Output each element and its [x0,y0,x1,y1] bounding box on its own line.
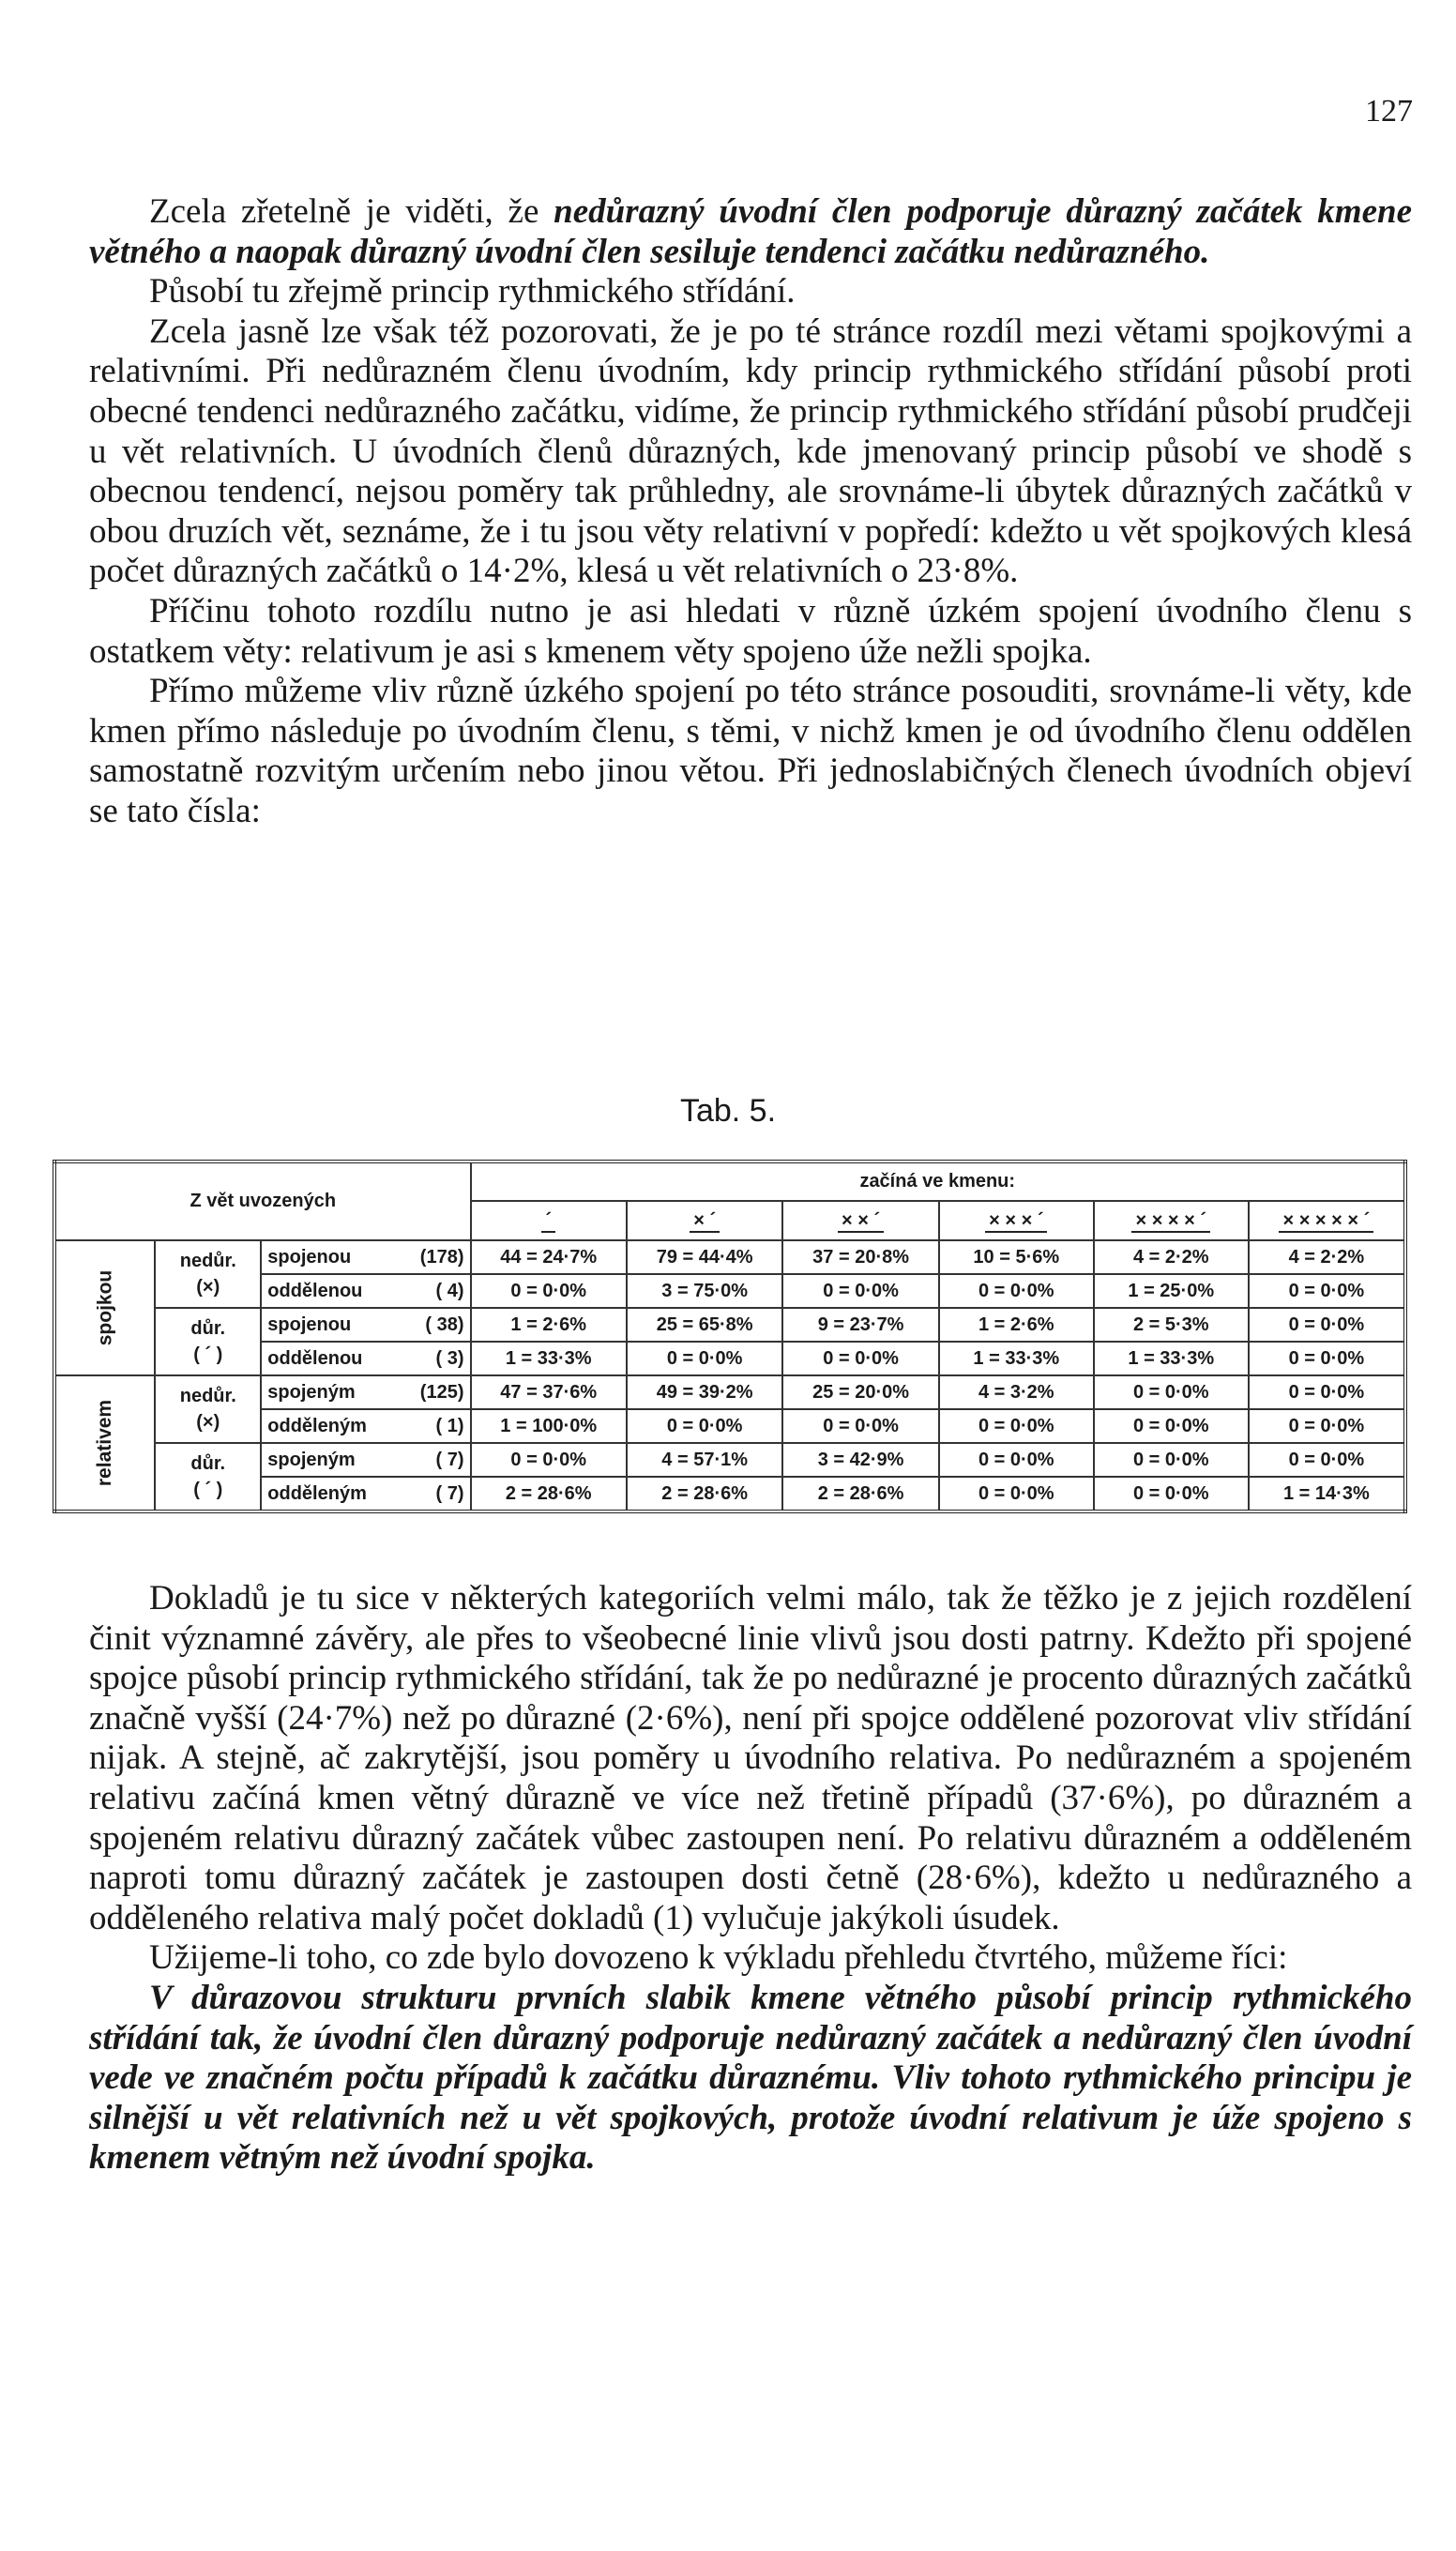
text-run: Zcela jasně lze však též pozorovati, že je po té stránce rozdíl mezi větami spojkovými a relativními. Při nedůrazném členu úvodním, kdy princip rythmického střídání působí proti obecné tendenci nedůrazného začátku, vidíme, že princip rythmického střídání působí prudčeji u vět relativních. U úvodních členů důrazných, kde jmenovaný princip působí ve shodě s obecnou tendencí, nejsou poměry tak průhledny, ale srovnáme-li úbytek důrazných začátků v obou druzích vět, seznáme, že i tu jsou věty relativní v popředí: kdežto u vět spojkových klesá počet důrazných začátků o 14·2%, klesá u vět relativních o 23·8%. [89,311,1412,591]
table-cell: 37 = 20·8% [782,1240,938,1274]
table-row [54,1240,1405,1274]
table-cell: 2 = 28·6% [471,1477,627,1511]
table-cell: 10 = 5·6% [939,1240,1094,1274]
text-run: Působí tu zřejmě princip rythmického střídání. [149,272,796,311]
paragraph [89,312,1412,592]
count: ( 7) [435,1449,464,1470]
table-cell: 47 = 37·6% [471,1375,627,1409]
paragraph [89,272,1412,312]
count: ( 3) [435,1347,464,1369]
table-cell: 79 = 44·4% [627,1240,782,1274]
connection-label: odděleným ( 1) [261,1409,470,1443]
type-label: důr. ( ´ ) [155,1443,261,1511]
type-label: důr. ( ´ ) [155,1308,261,1375]
column-header [471,1201,627,1240]
table-cell: 0 = 0·0% [1094,1409,1249,1443]
table-cell: 25 = 65·8% [627,1308,782,1342]
text-run: Dokladů je tu sice v některých kategoriích velmi málo, tak že těžko je z jejich rozdělení činit významné závěry, ale přes to všeobecné linie vlivů jsou dosti patrny. Kdežto při spojené spojce působí princip rythmického střídání, tak že po nedůrazné je procento důrazných začátků značně vyšší (24·7%) než po důrazné (2·6%), není při spojce oddělené pozorovat vliv střídání nijak. A stejně, ač zakrytější, jsou poměry u úvodního relativa. Po nedůrazném a spojeném relativu začíná kmen větný důrazně ve více než třetině případů (37·6%), po důrazném a spojeném relativu důrazný začátek vůbec zastoupen není. Po relativu důrazném a odděleném naproti tomu důrazný začátek je zastoupen dosti četně (28·6%), kdežto u nedůrazného a odděleného relativa malý počet dokladů (1) vylučuje jakýkoli úsudek. [89,1579,1412,1937]
stress-pattern: × × ´ [838,1210,884,1233]
table-cell: 0 = 0·0% [782,1342,938,1375]
stress-pattern: ´ [541,1210,555,1233]
table-cell: 0 = 0·0% [1249,1443,1405,1477]
table-cell: 1 = 14·3% [1249,1477,1405,1511]
column-header [1249,1201,1405,1240]
table-row [54,1308,1405,1342]
stress-pattern: × × × × × ´ [1279,1210,1373,1233]
table-row [54,1443,1405,1477]
table-cell: 49 = 39·2% [627,1375,782,1409]
table-cell: 3 = 75·0% [627,1274,782,1308]
connection-label: oddělenou ( 3) [261,1342,470,1375]
count: (125) [419,1381,464,1403]
table-row [54,1375,1405,1409]
table-cell: 4 = 2·2% [1094,1240,1249,1274]
table-cell: 44 = 24·7% [471,1240,627,1274]
count: (178) [419,1246,464,1268]
table-cell: 0 = 0·0% [939,1477,1094,1511]
column-header [782,1201,938,1240]
page-number: 127 [1365,94,1413,129]
count: ( 4) [435,1280,464,1301]
table-cell: 0 = 0·0% [1249,1375,1405,1409]
table-cell: 0 = 0·0% [1249,1342,1405,1375]
table-cell: 2 = 5·3% [1094,1308,1249,1342]
table-cell: 0 = 0·0% [1249,1409,1405,1443]
table-cell: 9 = 23·7% [782,1308,938,1342]
table-cell: 0 = 0·0% [939,1443,1094,1477]
paragraph [89,672,1412,831]
italic-text: V důrazovou strukturu prvních slabik kmene větného působí princip rythmického střídání tak, že úvodní člen důrazný podporuje nedůrazný začátek a nedůrazný člen úvodní vede ve značném počtu případů k začátku důraznému. Vliv tohoto rythmického principu je silnější u vět relativních než u vět spojkových, protože úvodní relativum je úže spojeno s kmenem větným než úvodní spojka. [89,1978,1412,2178]
connection-label: spojeným (125) [261,1375,470,1409]
table-corner-label: Z vět uvozených [54,1162,471,1240]
table-cell: 0 = 0·0% [782,1274,938,1308]
table-cell: 1 = 25·0% [1094,1274,1249,1308]
paragraph [89,1979,1412,2179]
table-cell: 0 = 0·0% [471,1443,627,1477]
type-label: nedůr. (×) [155,1375,261,1443]
table-cell: 1 = 100·0% [471,1409,627,1443]
count: ( 7) [435,1482,464,1504]
connection-label: spojenou ( 38) [261,1308,470,1342]
table-cell: 0 = 0·0% [1094,1375,1249,1409]
table-cell: 0 = 0·0% [627,1342,782,1375]
paragraph [89,1938,1412,1979]
stress-pattern: × ´ [690,1210,720,1233]
connection-label: oddělenou ( 4) [261,1274,470,1308]
stress-pattern: × × × × ´ [1131,1210,1210,1233]
body-text-top [89,192,1412,832]
count: ( 1) [435,1415,464,1436]
count: ( 38) [425,1313,464,1335]
data-table [53,1160,1407,1513]
table-cell: 1 = 33·3% [1094,1342,1249,1375]
connection-label: spojenou (178) [261,1240,470,1274]
table-cell: 0 = 0·0% [1249,1308,1405,1342]
table-span-header: začíná ve kmenu: [471,1162,1406,1201]
connection-label: odděleným ( 7) [261,1477,470,1511]
table-cell: 0 = 0·0% [1094,1477,1249,1511]
table-cell: 0 = 0·0% [471,1274,627,1308]
table-cell: 4 = 57·1% [627,1443,782,1477]
table-title: Tab. 5. [679,1093,777,1129]
table-cell: 0 = 0·0% [782,1409,938,1443]
body-text-bottom [89,1579,1412,2179]
text-run: Přímo můžeme vliv různě úzkého spojení po této stránce posouditi, srovnáme-li věty, kde kmen přímo následuje po úvodním členu, s těmi, v nichž kmen je od úvodního členu oddělen samostatně rozvitým určením nebo jinou větou. Při jednoslabičných členech úvodních objeví se tato čísla: [89,672,1412,830]
table-cell: 2 = 28·6% [627,1477,782,1511]
group-label: spojkou [54,1240,155,1375]
table-cell: 0 = 0·0% [1094,1443,1249,1477]
table-cell: 25 = 20·0% [782,1375,938,1409]
table-cell: 1 = 2·6% [939,1308,1094,1342]
table-cell: 1 = 33·3% [471,1342,627,1375]
table-cell: 0 = 0·0% [939,1409,1094,1443]
table-cell: 4 = 2·2% [1249,1240,1405,1274]
table-cell: 0 = 0·0% [627,1409,782,1443]
table-cell: 3 = 42·9% [782,1443,938,1477]
text-run: Příčinu tohoto rozdílu nutno je asi hledati v různě úzkém spojení úvodního členu s ostatkem věty: relativum je asi s kmenem věty spojeno úže nežli spojka. [89,591,1412,671]
table-cell: 1 = 33·3% [939,1342,1094,1375]
text-run: Užijeme-li toho, co zde bylo dovozeno k výkladu přehledu čtvrtého, můžeme říci: [149,1938,1288,1978]
column-header [1094,1201,1249,1240]
group-label: relativem [54,1375,155,1511]
paragraph [89,1579,1412,1938]
table-cell: 0 = 0·0% [939,1274,1094,1308]
table-cell: 0 = 0·0% [1249,1274,1405,1308]
connection-label: spojeným ( 7) [261,1443,470,1477]
column-header [939,1201,1094,1240]
paragraph [89,592,1412,672]
table-cell: 2 = 28·6% [782,1477,938,1511]
table-cell: 4 = 3·2% [939,1375,1094,1409]
stress-pattern: × × × ´ [985,1210,1047,1233]
column-header [627,1201,782,1240]
italic-text: nedůrazný úvodní člen podporuje důrazný začátek kmene větného a naopak důrazný úvodní člen sesiluje tendenci začátku nedůrazného. [89,192,1412,271]
table-cell: 1 = 2·6% [471,1308,627,1342]
text-run: Zcela zřetelně je viděti, že [149,192,554,231]
paragraph [89,192,1412,272]
type-label: nedůr. (×) [155,1240,261,1308]
